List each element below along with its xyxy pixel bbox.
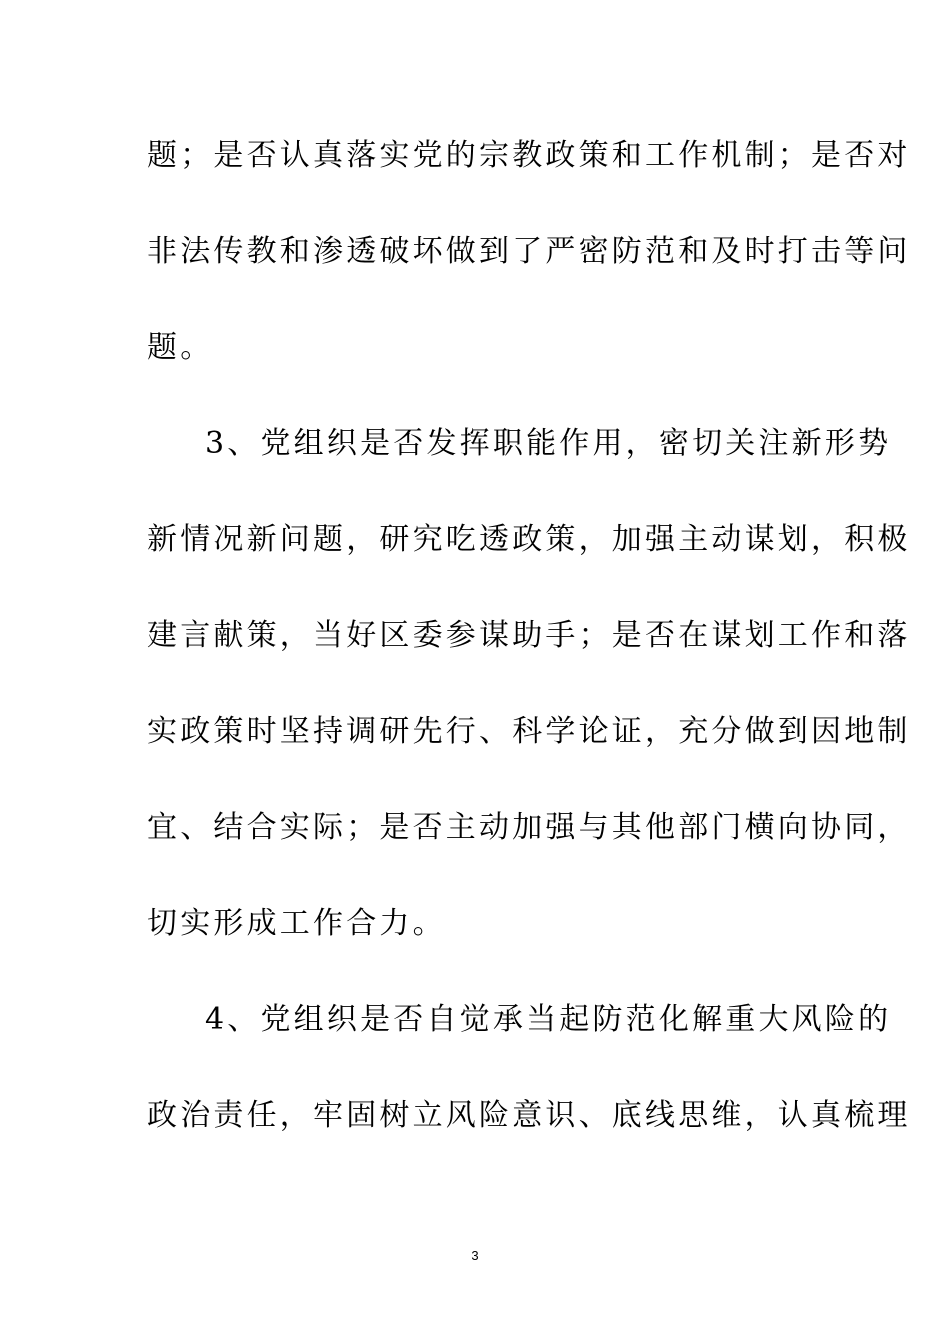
text-line: 政治责任，牢固树立风险意识、底线思维，认真梳理 xyxy=(147,1098,911,1133)
page-number: 3 xyxy=(471,1248,479,1263)
text-line: 题。 xyxy=(147,330,214,365)
text-line: 新情况新问题，研究吃透政策，加强主动谋划，积极 xyxy=(147,522,911,557)
text-line: 建言献策，当好区委参谋助手；是否在谋划工作和落 xyxy=(147,618,911,653)
text-line: 宜、结合实际；是否主动加强与其他部门横向协同， xyxy=(147,810,911,845)
paragraph-3-first-line: 3、党组织是否发挥职能作用，密切关注新形势 xyxy=(205,426,892,461)
text-line: 题；是否认真落实党的宗教政策和工作机制；是否对 xyxy=(147,138,911,173)
paragraph-4-first-line: 4、党组织是否自觉承当起防范化解重大风险的 xyxy=(205,1002,892,1037)
text-line: 非法传教和渗透破坏做到了严密防范和及时打击等问 xyxy=(147,234,911,269)
text-line: 切实形成工作合力。 xyxy=(147,906,446,941)
text-line: 实政策时坚持调研先行、科学论证，充分做到因地制 xyxy=(147,714,911,749)
